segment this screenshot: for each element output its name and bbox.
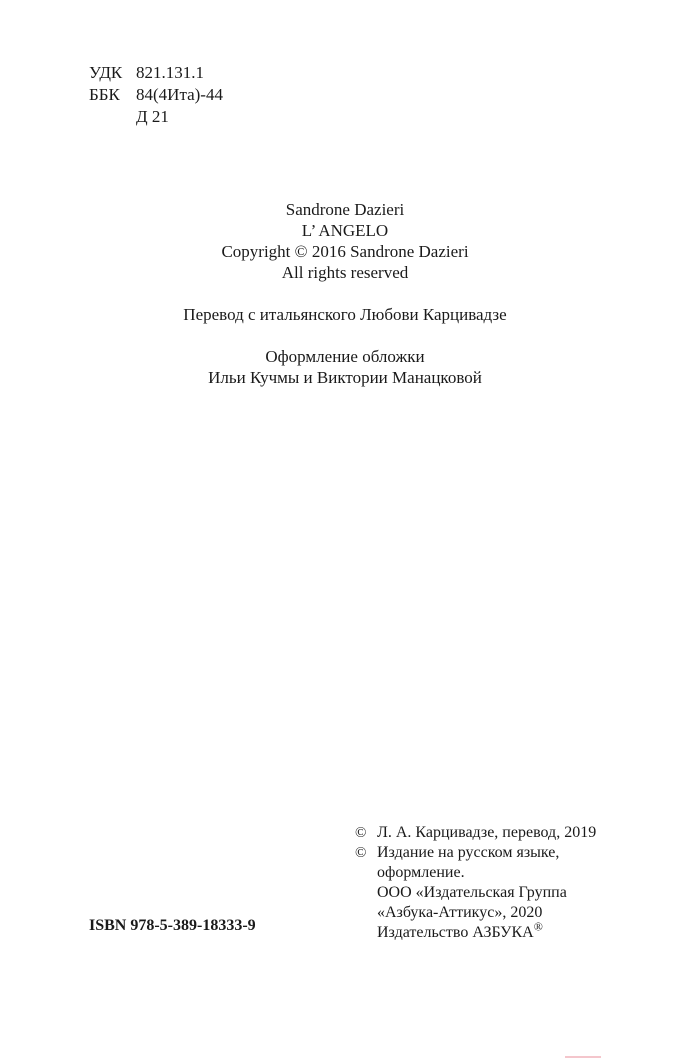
author-sign-row [89,106,223,128]
copyright-edition-line5 [355,919,655,943]
classification-block [89,62,223,128]
copyright-block [355,823,655,943]
udk-label: УДК [89,63,123,82]
copyright-edition-text: Издание на русском языке, [377,844,560,861]
copyright-item-edition [355,843,655,863]
copyright-sign: © [355,845,367,861]
author-name: Sandrone Dazieri [285,200,405,219]
copyright-translation-text: Л. А. Карцивадзе, перевод, 2019 [377,824,597,841]
corner-mark [565,1056,601,1058]
copyright-line: Copyright © 2016 Sandrone Dazieri [221,242,469,261]
copyright-edition-line2: оформление. [377,864,465,881]
spacer [0,283,680,304]
copyright-sign: © [355,825,367,841]
isbn: ISBN 978-5-389-18333-9 [89,917,256,934]
udk-value: 821.131.1 [136,63,204,82]
copyright-edition-line4: «Азбука-Аттикус», 2020 [377,904,543,921]
original-title: L’ ANGELO [301,221,389,240]
copyright-edition-line3: ООО «Издательская Группа [377,884,567,901]
registered-mark: ® [533,919,543,934]
credits-block [0,199,680,388]
bbk-value: 84(4Ита)-44 [136,85,223,104]
copyright-item-translation [355,823,655,843]
bbk-label: ББК [89,85,120,104]
author-sign: Д 21 [136,107,169,126]
cover-design-credit-line2: Ильи Кучмы и Виктории Манацковой [208,368,482,387]
cover-design-credit-line1: Оформление обложки [265,347,425,366]
udk-row [89,62,223,84]
bbk-row [89,84,223,106]
rights-line: All rights reserved [281,263,409,282]
spacer [0,325,680,346]
translation-credit: Перевод с итальянского Любови Карцивадзе [183,305,507,324]
publisher-name: Издательство АЗБУКА [377,924,534,941]
